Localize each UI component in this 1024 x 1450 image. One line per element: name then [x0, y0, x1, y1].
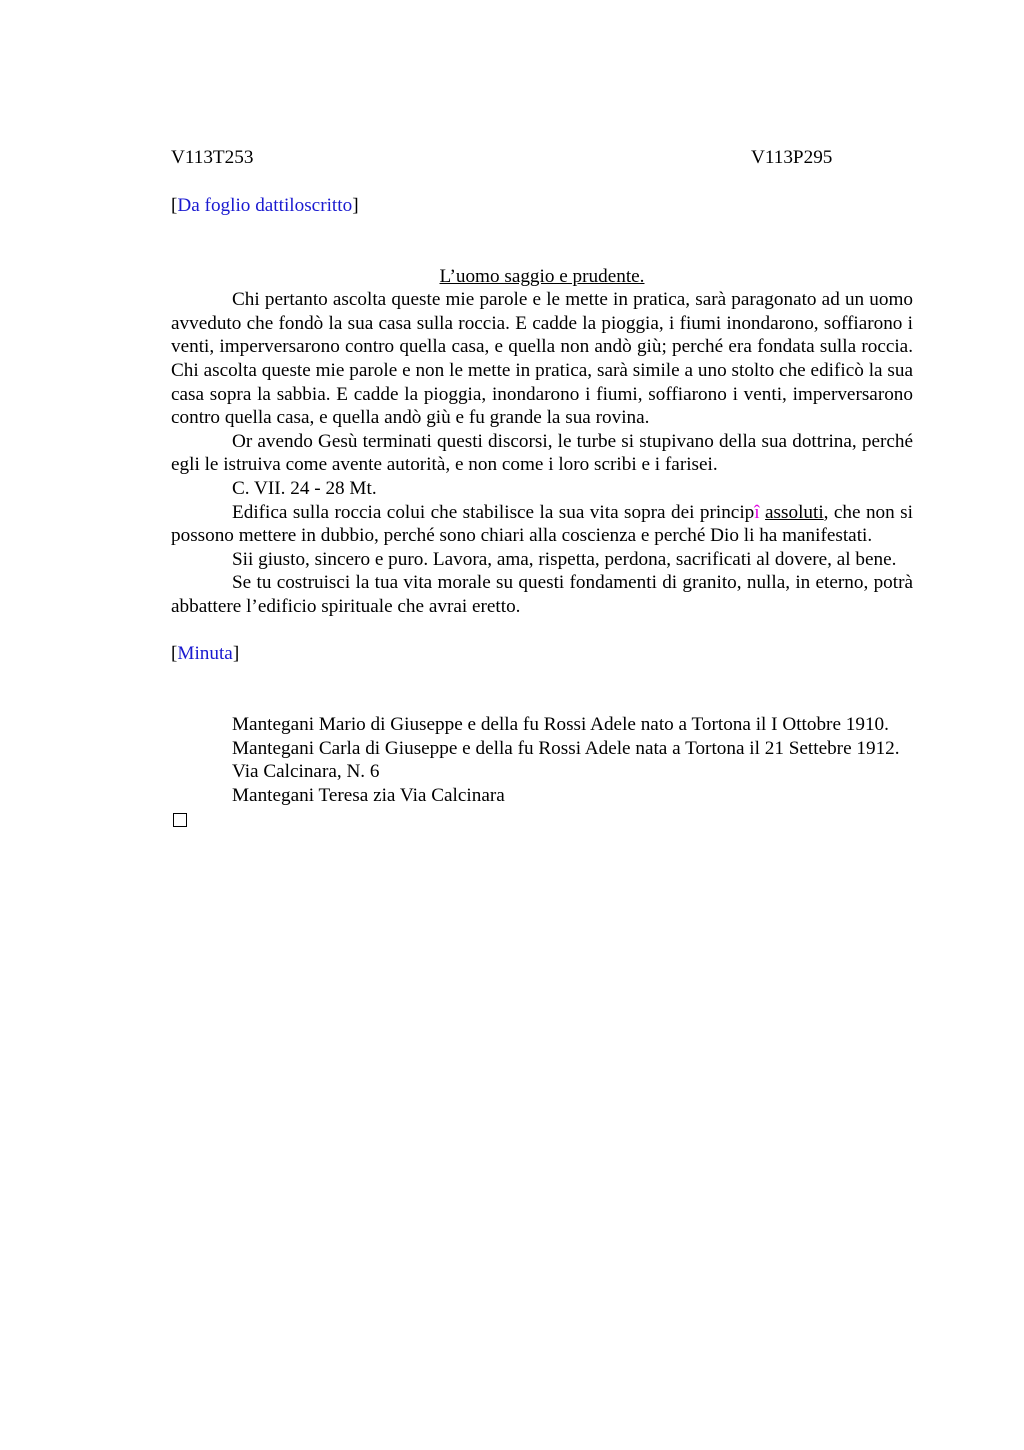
paragraph-6: Se tu costruisci la tua vita morale su questi fondamenti di granito, nulla, in eterno, potrà abbattere l’edificio spirituale che avrai eretto. [171, 572, 913, 617]
header-right-code: V113P295 [751, 147, 833, 168]
document-header [171, 146, 913, 170]
paragraph-4-start: Edifica sulla roccia colui che stabilisce la sua vita sopra dei princip [232, 501, 755, 523]
bracket-close: ] [232, 642, 240, 664]
source-note-typescript-text: Da foglio dattiloscritto [177, 195, 353, 216]
minuta-line-3: Via Calcinara, N. 6 [232, 761, 380, 783]
paragraph-4 [171, 501, 913, 548]
paragraph-citation: C. VII. 24 - 28 Mt. [232, 477, 377, 499]
section-title [171, 265, 913, 289]
minuta-line-4: Mantegani Teresa zia Via Calcinara [232, 784, 505, 806]
minuta-line-2: Mantegani Carla di Giuseppe e della fu Rossi Adele nata a Tortona il 21 Settebre 1912. [232, 737, 900, 759]
source-note-typescript [171, 194, 913, 218]
section-title-text: L’uomo saggio e prudente. [439, 265, 645, 287]
header-left-code: V113T253 [171, 147, 254, 168]
minuta-line-1: Mantegani Mario di Giuseppe e della fu Rossi Adele nato a Tortona il I Ottobre 1910. [232, 714, 889, 736]
bracket-open: [ [171, 642, 178, 664]
end-mark-row [171, 807, 913, 834]
paragraph-5: Sii giusto, sincero e puro. Lavora, ama, rispetta, perdona, sacrificati al dovere, al bene. [232, 548, 897, 570]
paragraph-4-end: , che non si possono mettere in dubbio, perché sono chiari alla coscienza e perché Dio li ha manifestati. [171, 501, 913, 547]
underlined-word: assoluti [765, 501, 824, 523]
empty-square-icon [173, 813, 187, 827]
document-page [171, 146, 913, 834]
paragraph-2: Or avendo Gesù terminati questi discorsi, le turbe si stupivano della sua dottrina, perché egli le istruiva come avente autorità, e non come i loro scribi e i farisei. [171, 430, 913, 476]
source-note-draft-text: Minuta [177, 642, 233, 664]
source-note-draft [171, 642, 913, 666]
bracket-open: [ [171, 195, 178, 216]
editorial-mark: î [754, 501, 760, 523]
bracket-close: ] [352, 195, 359, 216]
paragraph-1: Chi pertanto ascolta queste mie parole e le mette in pratica, sarà paragonato ad un uomo avveduto che fondò la sua casa sulla roccia. E cadde la pioggia, i fiumi inondarono, soffiarono i venti, imperversarono contro quella casa, e quella non andò giù; perché era fondata sulla roccia. Chi ascolta queste mie parole e non le mette in pratica, sarà simile a uno stolto che edificò la sua casa sopra la sabbia. E cadde la pioggia, inondarono i fiumi, soffiarono i venti, imperversarono contro quella casa, e quella andò giù e fu grande la sua rovina. [171, 289, 913, 429]
